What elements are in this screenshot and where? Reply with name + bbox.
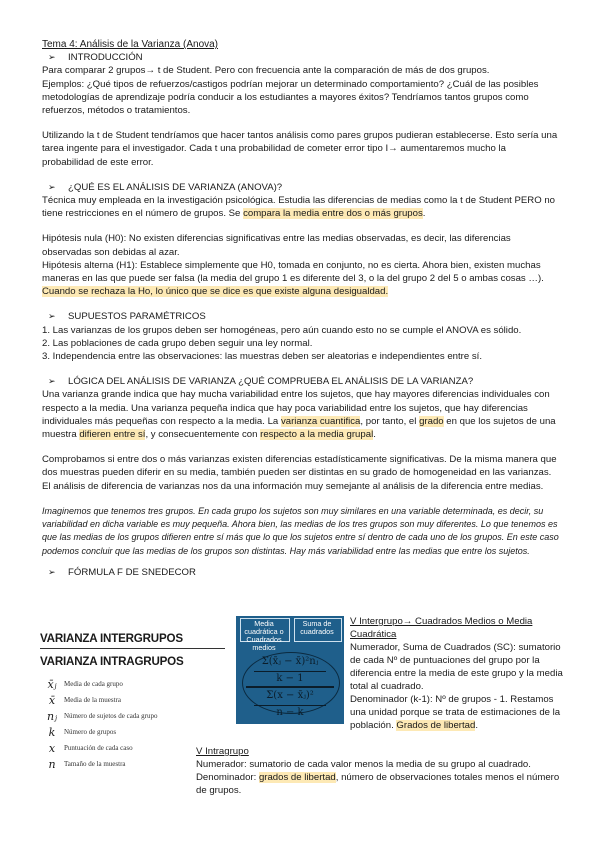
intragrupo-numerador: Numerador: sumatorio de cada valor menos la media de su grupo al cuadrado.: [196, 759, 531, 770]
highlight: grados de libertad: [258, 772, 336, 783]
list-item: 2. Las poblaciones de cada grupo deben seguir una ley normal.: [42, 337, 313, 349]
logica-example-paragraph: Imaginemos que tenemos tres grupos. En cada grupo los sujetos son muy similares en una variable determinada, es decir, su variabilidad en dicha variable es muy pequeña. Ahora bien, las medias de los tres grupos son muy diferentes. Lo que tenemos es que las medias de los grupos difieren entre sí más que lo que los sujetos entre sí dentro de cada uno de los grupos. En este caso podemos concluir que las medias de los grupos son distintas. Hay más variabilidad entre las medias que entre los sujetos.: [42, 505, 559, 556]
denominator-top: Σ(x − x̄ⱼ)²: [266, 690, 314, 701]
heading-supuestos: ➢ SUPUESTOS PARAMÉTRICOS: [48, 311, 206, 323]
logica-paragraph-1: Una varianza grande indica que hay mucha variabilidad entre los sujetos, que hay mayores diferencias individuales con respecto a la media. Una varianza pequeña indica que hay poca variabilidad entre los sujetos, que hay diferencias individuales más pequeñas con respecto a la media. La varianza cuantifica, por tanto, el grado en que los sujetos de una muestra difieren entre sí, y consecuentemente con respecto a la media grupal.: [42, 389, 556, 441]
arrowhead-bullet-icon: ➢: [48, 376, 56, 387]
logica-paragraph-2: Comprobamos si entre dos o más varianzas existen diferencias estadísticamente significativas. De la misma manera que dos muestras pueden diferir en su media, también pueden ser distintas en su grado de homogeneidad en las varianzas. El análisis de diferencia de varianzas nos da una información muy semejante al análisis de la diferencia entre medias.: [42, 454, 557, 492]
legend-title-intragrupos: VARIANZA INTRAGRUPOS: [40, 655, 184, 668]
alternative-hypothesis: Hipótesis alterna (H1): Establece simplemente que H0, tomada en conjunto, no es cierta. Ahora bien, existen muchas maneras en las que puede ser falsa (la media del grupo 1 es diferente del 3, o la del grupo 2 del 5 o ambas cosas …). Cuando se rechaza la Ho, lo único que se dice es que existe alguna desigualdad.: [42, 259, 544, 298]
legend-row: n Tamaño de la muestra: [48, 757, 126, 771]
highlight: compara la media entre dos o más grupos: [243, 208, 423, 220]
intro-paragraph-1: Para comparar 2 grupos→ t de Student. Pero con frecuencia ante la comparación de más de dos grupos.: [42, 65, 490, 77]
highlight: Cuando se rechaza la Ho, lo único que se dice es que existe alguna desigualdad.: [42, 286, 389, 298]
highlight: difieren entre sí: [79, 429, 146, 441]
highlight: varianza cuantifica: [280, 415, 361, 427]
main-fraction-bar: [246, 686, 334, 688]
numerator-top: Σ(x̄ⱼ − x̄)²nⱼ: [261, 656, 319, 667]
label-suma-cuadrados: Suma de cuadrados: [300, 619, 334, 636]
arrowhead-bullet-icon: ➢: [48, 52, 56, 63]
intragrupo-denominador: Denominador: grados de libertad, número de observaciones totales menos el número de grupos.: [196, 772, 560, 796]
intragrupo-explanation: [196, 745, 564, 797]
arrowhead-bullet-icon: ➢: [48, 181, 56, 192]
document-page: [42, 38, 560, 579]
highlight: Grados de libertad: [396, 720, 476, 731]
legend-row: k Número de grupos: [48, 725, 117, 739]
label-media-cuadratica: Media cuadrática o Cuadrados medios: [244, 619, 284, 652]
list-item: 3. Independencia entre las observaciones: las muestras deben ser aleatorias e independientes entre sí.: [42, 351, 482, 363]
heading-anova: ➢ ¿QUÉ ES EL ANÁLISIS DE VARIANZA (ANOVA)?: [48, 181, 283, 193]
legend-title-intergrupos: VARIANZA INTERGRUPOS: [40, 632, 183, 645]
intergrupo-explanation: [350, 615, 565, 732]
heading-formula: ➢ FÓRMULA F DE SNEDECOR: [48, 566, 196, 578]
null-hypothesis: Hipótesis nula (H0): No existen diferencias significativas entre las medias observadas, es decir, las diferencias observadas son debidas al azar.: [42, 233, 511, 258]
arrowhead-bullet-icon: ➢: [48, 566, 56, 577]
intergrupo-numerador: Numerador, Suma de Cuadrados (SC): sumatorio de cada Nº de puntuaciones del grupo por la diferencia entre la media de este grupo y la media total al cuadrado.: [350, 642, 563, 692]
document-title: Tema 4: Análisis de la Varianza (Anova): [42, 39, 219, 50]
intro-paragraph-2: Ejemplos: ¿Qué tipos de refuerzos/castigos podrían mejorar un determinado comportamiento? ¿Cuál de las posibles metodologías de aprendizaje podría conducir a los estudiantes a mayores éxitos? Tendríamos tantos grupos como refuerzos, métodos o tratamientos.: [42, 78, 539, 117]
legend-row: x Puntuación de cada caso: [48, 741, 133, 755]
intergrupo-title: V Intergrupo→ Cuadrados Medios o Media Cuadrática: [350, 616, 533, 640]
f-snedecor-formula-image: [236, 616, 344, 724]
denominator-bottom: n − k: [276, 707, 304, 718]
anova-paragraph-1: Técnica muy empleada en la investigación psicológica. Estudia las diferencias de medias como la t de Student PERO no tiene restricciones en el número de grupos. Se compara la media entre dos o más grupos.: [42, 195, 556, 220]
divider: [40, 648, 225, 649]
arrowhead-bullet-icon: ➢: [48, 311, 56, 322]
heading-introduccion: ➢ INTRODUCCIÓN: [48, 52, 143, 64]
intragrupo-title: V Intragrupo: [196, 746, 249, 757]
list-item: 1. Las varianzas de los grupos deben ser homogéneas, pero aún cuando esto no se cumple el ANOVA es sólido.: [42, 324, 522, 336]
highlight: grado: [419, 415, 444, 427]
legend-row: x̄ Media de la muestra: [48, 693, 121, 707]
intergrupo-denominador: Denominador (k-1): Nº de grupos - 1. Restamos una unidad porque se trata de estimaciones de la población. Grados de libertad.: [350, 694, 561, 731]
heading-logica: ➢ LÓGICA DEL ANÁLISIS DE VARIANZA ¿QUÉ COMPRUEBA EL ANÁLISIS DE LA VARIANZA?: [48, 376, 474, 388]
numerator-bottom: k − 1: [276, 673, 304, 684]
highlight: respecto a la media grupal: [260, 429, 374, 441]
legend-row: nⱼ Número de sujetos de cada grupo: [47, 709, 158, 723]
legend-row: x̄ⱼ Media de cada grupo: [47, 677, 123, 691]
intro-paragraph-3: Utilizando la t de Student tendríamos que hacer tantos análisis como pares grupos pudieran establecerse. Esto sería una tarea ingente para el investigador. Cada t una probabilidad de cometer error tipo I→ aumentaremos mucho la probabilidad de este error.: [42, 130, 558, 168]
